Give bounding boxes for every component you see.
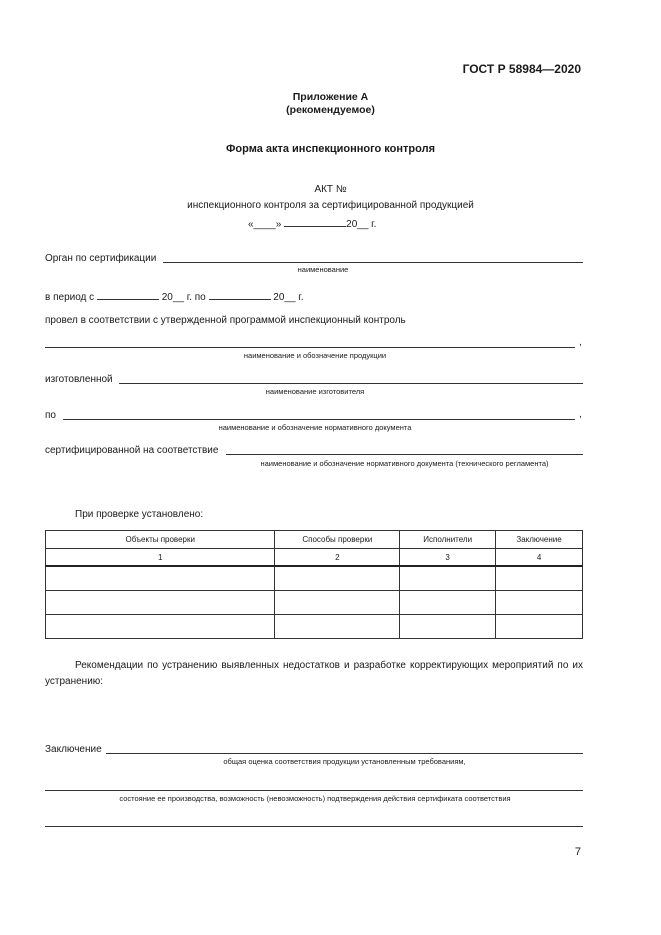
table-cell <box>496 566 583 591</box>
certified-label: сертифицированной на соответствие <box>45 445 219 456</box>
comma-2: , <box>579 409 582 420</box>
normdoc-caption: наименование и обозначение нормативного документа <box>218 423 412 432</box>
table-cell <box>400 615 496 639</box>
organ-caption: наименование <box>297 265 349 274</box>
conclusion-caption-2: состояние ее производства, возможность (невозможность) подтверждения действия сертификата соответствия <box>119 794 511 803</box>
by-label: по <box>45 410 56 421</box>
period-prefix: в период с <box>45 292 95 303</box>
table-cell <box>275 615 400 639</box>
appendix-title: Приложение А <box>292 91 369 103</box>
table-cell <box>275 591 400 615</box>
conclusion-line-2 <box>45 790 583 791</box>
appendix-note: (рекомендуемое) <box>286 104 375 116</box>
period-row <box>45 289 304 303</box>
col-header-conclusion: Заключение <box>496 531 583 549</box>
act-subtitle: инспекционного контроля за сертифицированной продукцией <box>187 200 474 211</box>
act-date-day: «____» <box>248 219 282 230</box>
manufacturer-line <box>119 383 583 384</box>
table-cell <box>400 591 496 615</box>
comma-1: , <box>579 337 582 348</box>
normdoc-line <box>63 419 575 420</box>
manufactured-label: изготовленной <box>45 374 113 385</box>
form-title: Форма акта инспекционного контроля <box>226 143 435 155</box>
period-end: 20__ г. <box>273 292 304 303</box>
col-number-2: 2 <box>275 549 400 567</box>
col-number-3: 3 <box>400 549 496 567</box>
act-date <box>248 216 376 230</box>
check-table <box>45 530 583 639</box>
conclusion-caption-1: общая оценка соответствия продукции установленным требованиям, <box>223 757 466 766</box>
table-row <box>46 566 583 591</box>
recommendations-text: Рекомендации по устранению выявленных недостатков и разработке корректирующих мероприятий по их устранению: <box>45 660 583 687</box>
organ-label: Орган по сертификации <box>45 253 157 264</box>
table-cell <box>275 566 400 591</box>
col-header-executors: Исполнители <box>400 531 496 549</box>
act-date-year: 20__ г. <box>346 219 377 230</box>
check-label: При проверке установлено: <box>75 509 204 520</box>
table-cell <box>46 615 275 639</box>
table-cell <box>496 615 583 639</box>
conclusion-line-3 <box>45 826 583 827</box>
col-header-objects: Объекты проверки <box>46 531 275 549</box>
act-date-month-line <box>284 216 346 227</box>
table-cell <box>46 591 275 615</box>
table-cell <box>496 591 583 615</box>
table-cell <box>400 566 496 591</box>
col-number-4: 4 <box>496 549 583 567</box>
period-start-line <box>97 289 159 300</box>
product-caption: наименование и обозначение продукции <box>243 351 387 360</box>
manufacturer-caption: наименование изготовителя <box>265 387 365 396</box>
product-line <box>45 347 575 348</box>
period-end-line <box>209 289 271 300</box>
certified-line <box>226 454 583 455</box>
conclusion-label: Заключение <box>45 744 102 755</box>
table-row <box>46 615 583 639</box>
col-header-methods: Способы проверки <box>275 531 400 549</box>
act-title: АКТ № <box>314 184 347 195</box>
period-mid: 20__ г. по <box>161 292 206 303</box>
table-cell <box>46 566 275 591</box>
page-number: 7 <box>574 846 581 858</box>
standard-number: ГОСТ Р 58984—2020 <box>462 62 581 76</box>
conducted-text: провел в соответствии с утвержденной программой инспекционный контроль <box>45 315 406 326</box>
conclusion-line-1 <box>106 753 583 754</box>
table-row <box>46 591 583 615</box>
certified-caption: наименование и обозначение нормативного документа (технического регламента) <box>260 459 549 468</box>
col-number-1: 1 <box>46 549 275 567</box>
organ-line <box>163 262 583 263</box>
